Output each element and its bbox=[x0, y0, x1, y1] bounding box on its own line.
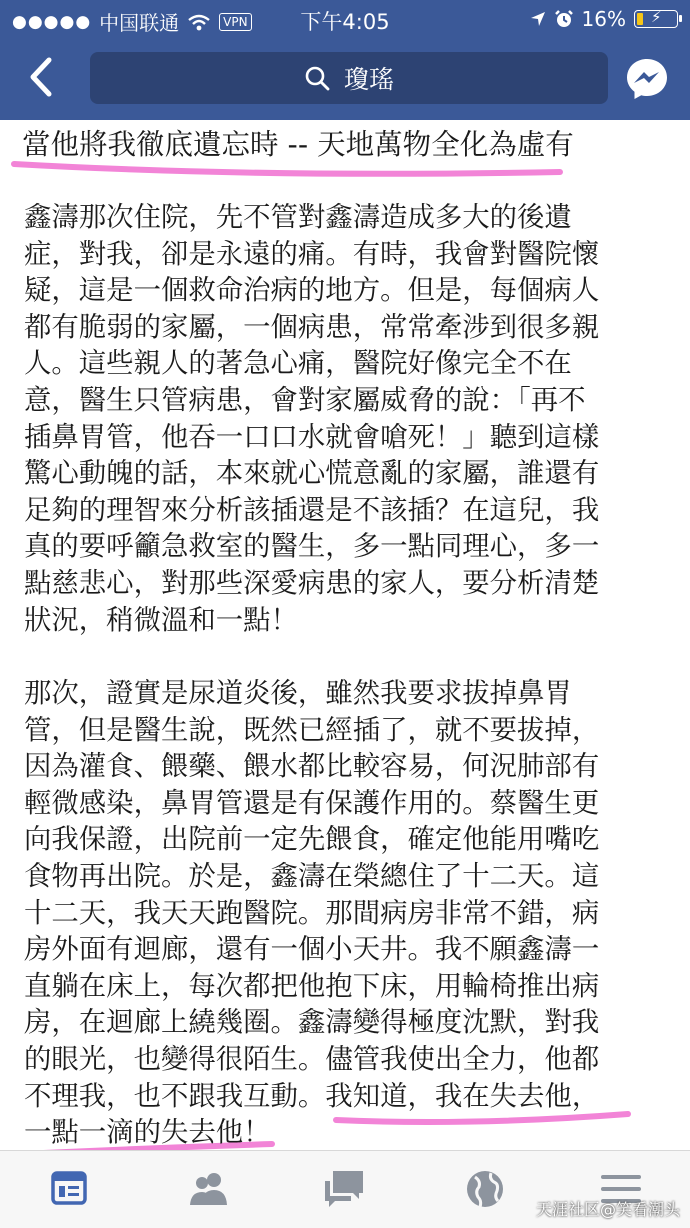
signal-dots-icon: ●●●●● bbox=[12, 11, 92, 32]
friends-icon[interactable] bbox=[184, 1167, 232, 1211]
text-line: 輕微感染，鼻胃管還是有保護作用的。蔡醫生更 bbox=[24, 787, 600, 819]
text-line: 那次，證實是尿道炎後，雖然我要求拔掉鼻胃 bbox=[24, 678, 572, 709]
article-title: 當他將我徹底遺忘時 -- 天地萬物全化為虛有 bbox=[22, 128, 574, 161]
text-line: 真的要呼籲急救室的醫生，多一點同理心，多一 bbox=[24, 531, 600, 563]
messages-icon[interactable] bbox=[321, 1167, 369, 1211]
text-line: 因為灌食、餵藥、餵水都比較容易，何況肺部有 bbox=[24, 751, 600, 783]
text-line: 疑，這是一個救命治病的地方。但是，每個病人 bbox=[24, 275, 600, 307]
globe-icon[interactable] bbox=[461, 1167, 509, 1211]
news-feed-icon[interactable] bbox=[45, 1167, 93, 1211]
text-line: 直躺在床上，每次都把他抱下床，用輪椅推出病 bbox=[24, 970, 600, 1002]
text-line: 一點一滴的失去他！ bbox=[24, 1117, 271, 1149]
text-line: 插鼻胃管，他吞一口口水就會嗆死！」聽到這樣 bbox=[24, 421, 600, 453]
text-line: 都有脆弱的家屬，一個病患，常常牽涉到很多親 bbox=[24, 311, 600, 343]
text-line: 房，在迴廊上繞幾圈。鑫濤變得極度沈默，對我 bbox=[24, 1007, 600, 1039]
search-input[interactable] bbox=[90, 52, 608, 104]
battery-charging-icon: ⚡ bbox=[634, 10, 678, 28]
chevron-left-icon[interactable] bbox=[22, 54, 62, 100]
watermark: 天涯社区@笑看潮头 bbox=[535, 1200, 680, 1219]
text-line: 狀況，稍微溫和一點！ bbox=[24, 604, 298, 636]
text-line: 人。這些親人的著急心痛，醫院好像完全不在 bbox=[24, 348, 572, 380]
text-line: 管，但是醫生說，既然已經插了，就不要拔掉， bbox=[24, 714, 600, 746]
status-time: 下午4:05 bbox=[300, 10, 390, 34]
text-line: 十二天，我天天跑醫院。那間病房非常不錯，病 bbox=[24, 897, 600, 929]
text-line: 的眼光，也變得很陌生。儘管我使出全力，他都 bbox=[24, 1043, 600, 1075]
text-line: 房外面有迴廊，還有一個小天井。我不願鑫濤一 bbox=[24, 934, 600, 966]
text-line: 食物再出院。於是，鑫濤在榮總住了十二天。這 bbox=[24, 860, 600, 892]
carrier-name: 中国联通 bbox=[99, 11, 180, 35]
text-line: 向我保證，出院前一定先餵食，確定他能用嘴吃 bbox=[24, 824, 600, 856]
text-line: 點慈悲心，對那些深愛病患的家人，要分析清楚 bbox=[24, 567, 600, 599]
messenger-icon[interactable] bbox=[624, 56, 670, 102]
text-line: 意，醫生只管病患，會對家屬威脅的說：「再不 bbox=[24, 384, 586, 416]
text-line: 足夠的理智來分析該插還是不該插？在這兒，我 bbox=[24, 494, 600, 526]
paragraph-1 bbox=[24, 200, 674, 639]
vpn-badge: VPN bbox=[219, 13, 251, 31]
paragraph-2 bbox=[24, 676, 674, 1150]
text-line: 不理我，也不跟我互動。我知道，我在失去他， bbox=[24, 1080, 600, 1112]
status-bar bbox=[0, 0, 690, 38]
post-content bbox=[0, 120, 690, 1150]
search-query: 瓊瑤 bbox=[343, 65, 394, 94]
location-arrow-icon bbox=[530, 11, 546, 27]
text-line: 驚心動魄的話，本來就心慌意亂的家屬，誰還有 bbox=[24, 458, 600, 490]
text-line: 症，對我，卻是永遠的痛。有時，我會對醫院懷 bbox=[24, 238, 600, 270]
alarm-clock-icon bbox=[554, 9, 574, 29]
search-icon bbox=[304, 65, 330, 91]
battery-percent: 16% bbox=[581, 7, 626, 31]
text-line: 鑫濤那次住院，先不管對鑫濤造成多大的後遺 bbox=[24, 202, 572, 233]
tab-bar bbox=[0, 1150, 690, 1228]
nav-bar bbox=[0, 38, 690, 120]
